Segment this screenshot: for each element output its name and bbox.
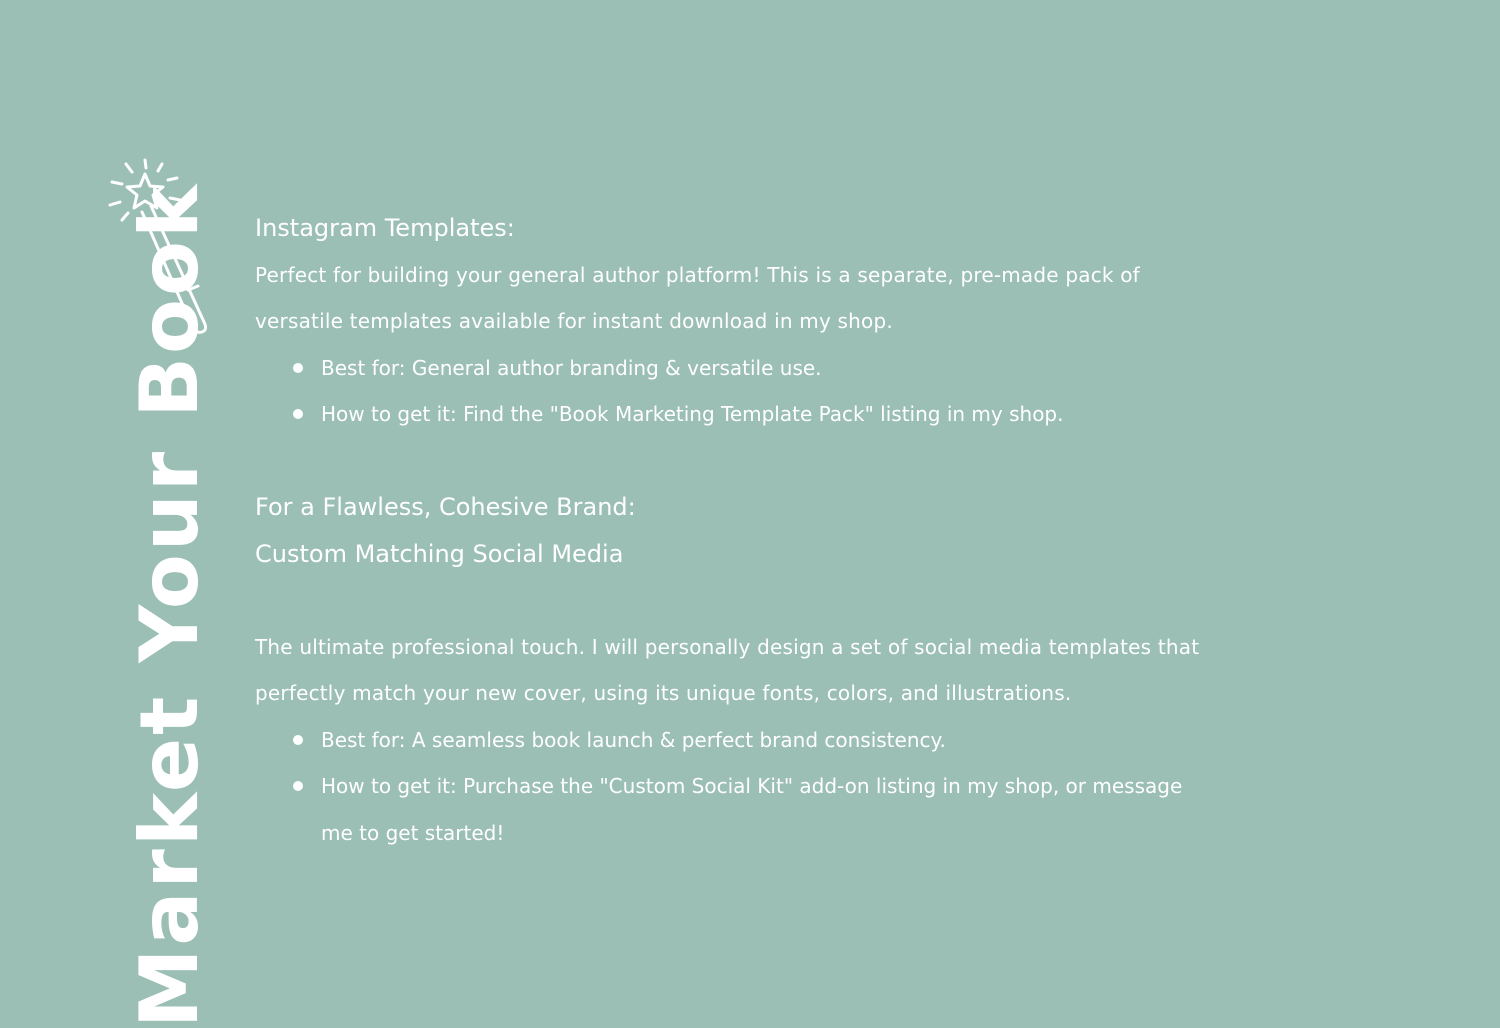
bullet-text: Best for: General author branding & versatile use. bbox=[321, 355, 822, 380]
bullet-text: How to get it: Find the "Book Marketing Template Pack" listing in my shop. bbox=[321, 402, 1064, 426]
custom-heading-line2: Custom Matching Social Media bbox=[255, 539, 624, 568]
instagram-paragraph: Perfect for building your general author platform! This is a separate, pre-made pack of versatile templates available for instant download in my shop. bbox=[255, 262, 1140, 333]
custom-heading-line1: For a Flawless, Cohesive Brand: bbox=[255, 493, 636, 521]
spacer bbox=[255, 577, 1215, 624]
side-title: Market Your Book bbox=[123, 181, 216, 1028]
list-item bbox=[321, 717, 1215, 764]
instagram-heading: Instagram Templates: bbox=[255, 214, 515, 242]
list-item bbox=[321, 391, 1215, 438]
instagram-bullet-list bbox=[255, 345, 1215, 438]
list-item bbox=[321, 345, 1215, 392]
bullet-icon bbox=[293, 363, 303, 373]
main-content bbox=[255, 205, 1215, 856]
bullet-text: Best for: A seamless book launch & perfect brand consistency. bbox=[321, 727, 946, 752]
bullet-text: How to get it: Purchase the "Custom Social Kit" add-on listing in my shop, or message me to get started! bbox=[321, 774, 1183, 845]
bullet-icon bbox=[293, 735, 303, 745]
bullet-icon bbox=[293, 781, 303, 791]
bullet-icon bbox=[293, 409, 303, 419]
spacer bbox=[255, 438, 1215, 485]
custom-paragraph: The ultimate professional touch. I will personally design a set of social media templates that perfectly match your new cover, using its unique fonts, colors, and illustrations. bbox=[255, 634, 1200, 705]
list-item bbox=[321, 763, 1215, 856]
custom-bullet-list bbox=[255, 717, 1215, 857]
